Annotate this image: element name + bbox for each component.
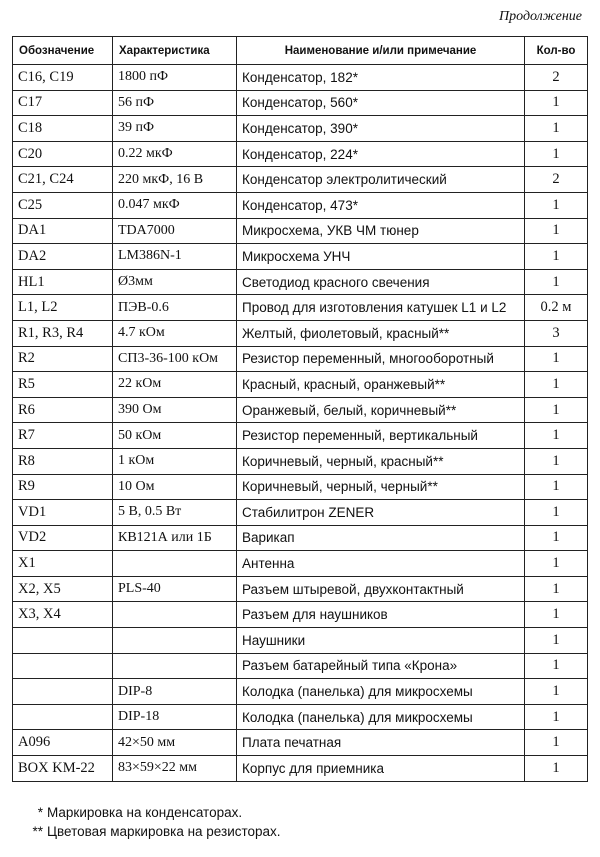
table-row bbox=[13, 116, 588, 142]
cell-quantity: 1 bbox=[525, 756, 588, 782]
cell-quantity: 1 bbox=[525, 192, 588, 218]
cell-characteristic: 83×59×22 мм bbox=[113, 756, 237, 782]
header-row bbox=[13, 37, 588, 65]
cell-designation: R9 bbox=[13, 474, 113, 500]
cell-name: Колодка (панелька) для микросхемы bbox=[237, 679, 525, 705]
table-body bbox=[13, 65, 588, 782]
table-row bbox=[13, 525, 588, 551]
table-row bbox=[13, 90, 588, 116]
cell-characteristic: DIP-8 bbox=[113, 679, 237, 705]
cell-characteristic: PLS-40 bbox=[113, 576, 237, 602]
cell-name: Наушники bbox=[237, 628, 525, 654]
cell-characteristic: 0.047 мкФ bbox=[113, 192, 237, 218]
cell-characteristic: 22 кОм bbox=[113, 372, 237, 398]
cell-designation: C20 bbox=[13, 141, 113, 167]
cell-designation: C17 bbox=[13, 90, 113, 116]
cell-name: Плата печатная bbox=[237, 730, 525, 756]
cell-quantity: 1 bbox=[525, 244, 588, 270]
cell-characteristic bbox=[113, 551, 237, 577]
cell-characteristic bbox=[113, 628, 237, 654]
cell-characteristic: КВ121А или 1Б bbox=[113, 525, 237, 551]
cell-characteristic: СП3-36-100 кОм bbox=[113, 346, 237, 372]
cell-designation: HL1 bbox=[13, 269, 113, 295]
cell-name: Микросхема УНЧ bbox=[237, 244, 525, 270]
cell-quantity: 1 bbox=[525, 269, 588, 295]
footnote bbox=[25, 803, 281, 822]
cell-name: Коричневый, черный, красный** bbox=[237, 448, 525, 474]
table-row bbox=[13, 141, 588, 167]
header-quantity: Кол-во bbox=[525, 37, 588, 65]
cell-characteristic: 0.22 мкФ bbox=[113, 141, 237, 167]
cell-characteristic bbox=[113, 653, 237, 679]
table-row bbox=[13, 602, 588, 628]
cell-name: Конденсатор, 473* bbox=[237, 192, 525, 218]
cell-name: Резистор переменный, многооборотный bbox=[237, 346, 525, 372]
footnote-text: Цветовая маркировка на резисторах. bbox=[47, 824, 281, 839]
cell-characteristic: LM386N-1 bbox=[113, 244, 237, 270]
cell-name: Разъем батарейный типа «Крона» bbox=[237, 653, 525, 679]
table-row bbox=[13, 423, 588, 449]
cell-designation bbox=[13, 704, 113, 730]
cell-characteristic: 50 кОм bbox=[113, 423, 237, 449]
cell-designation: VD2 bbox=[13, 525, 113, 551]
table-row bbox=[13, 346, 588, 372]
header-name: Наименование и/или примечание bbox=[237, 37, 525, 65]
cell-quantity: 1 bbox=[525, 602, 588, 628]
cell-quantity: 1 bbox=[525, 525, 588, 551]
table-row bbox=[13, 551, 588, 577]
cell-quantity: 1 bbox=[525, 423, 588, 449]
cell-designation: R7 bbox=[13, 423, 113, 449]
cell-designation bbox=[13, 653, 113, 679]
table-row bbox=[13, 218, 588, 244]
cell-quantity: 1 bbox=[525, 346, 588, 372]
cell-designation: L1, L2 bbox=[13, 295, 113, 321]
cell-name: Разъем штыревой, двухконтактный bbox=[237, 576, 525, 602]
cell-quantity: 1 bbox=[525, 653, 588, 679]
cell-characteristic: Ø3мм bbox=[113, 269, 237, 295]
table-row bbox=[13, 269, 588, 295]
table-row bbox=[13, 474, 588, 500]
cell-name: Желтый, фиолетовый, красный** bbox=[237, 320, 525, 346]
cell-name: Конденсатор, 224* bbox=[237, 141, 525, 167]
cell-designation: R8 bbox=[13, 448, 113, 474]
cell-name: Конденсатор, 182* bbox=[237, 65, 525, 91]
cell-designation: R1, R3, R4 bbox=[13, 320, 113, 346]
cell-quantity: 1 bbox=[525, 704, 588, 730]
cell-quantity: 3 bbox=[525, 320, 588, 346]
header-characteristic: Характеристика bbox=[113, 37, 237, 65]
table-row bbox=[13, 65, 588, 91]
cell-quantity: 1 bbox=[525, 372, 588, 398]
cell-quantity: 1 bbox=[525, 397, 588, 423]
cell-characteristic: ПЭВ-0.6 bbox=[113, 295, 237, 321]
table-row bbox=[13, 756, 588, 782]
cell-name: Корпус для приемника bbox=[237, 756, 525, 782]
cell-designation: X2, X5 bbox=[13, 576, 113, 602]
table-row bbox=[13, 192, 588, 218]
table-row bbox=[13, 397, 588, 423]
cell-quantity: 1 bbox=[525, 551, 588, 577]
footnote-mark: ** bbox=[32, 824, 43, 839]
cell-characteristic: 1800 пФ bbox=[113, 65, 237, 91]
footnotes bbox=[25, 803, 281, 841]
cell-characteristic: 220 мкФ, 16 В bbox=[113, 167, 237, 193]
header-designation: Обозначение bbox=[13, 37, 113, 65]
cell-designation: DA2 bbox=[13, 244, 113, 270]
cell-quantity: 1 bbox=[525, 730, 588, 756]
cell-designation: DA1 bbox=[13, 218, 113, 244]
cell-quantity: 1 bbox=[525, 90, 588, 116]
cell-name: Конденсатор, 560* bbox=[237, 90, 525, 116]
cell-name: Красный, красный, оранжевый** bbox=[237, 372, 525, 398]
cell-designation: VD1 bbox=[13, 500, 113, 526]
table-row bbox=[13, 730, 588, 756]
cell-name: Стабилитрон ZENER bbox=[237, 500, 525, 526]
table-row bbox=[13, 167, 588, 193]
cell-designation: C18 bbox=[13, 116, 113, 142]
cell-quantity: 1 bbox=[525, 576, 588, 602]
cell-characteristic: 10 Ом bbox=[113, 474, 237, 500]
cell-characteristic: 42×50 мм bbox=[113, 730, 237, 756]
footnote bbox=[25, 822, 281, 841]
cell-name: Конденсатор, 390* bbox=[237, 116, 525, 142]
cell-designation: BOX KM-22 bbox=[13, 756, 113, 782]
table-row bbox=[13, 576, 588, 602]
cell-characteristic: TDA7000 bbox=[113, 218, 237, 244]
cell-name: Антенна bbox=[237, 551, 525, 577]
table-row bbox=[13, 448, 588, 474]
cell-designation: X1 bbox=[13, 551, 113, 577]
table-row bbox=[13, 628, 588, 654]
cell-quantity: 1 bbox=[525, 474, 588, 500]
cell-name: Резистор переменный, вертикальный bbox=[237, 423, 525, 449]
cell-quantity: 2 bbox=[525, 65, 588, 91]
cell-name: Конденсатор электролитический bbox=[237, 167, 525, 193]
cell-quantity: 1 bbox=[525, 116, 588, 142]
cell-characteristic: 39 пФ bbox=[113, 116, 237, 142]
footnote-text: Маркировка на конденсаторах. bbox=[47, 805, 243, 820]
table-row bbox=[13, 679, 588, 705]
cell-characteristic: 390 Ом bbox=[113, 397, 237, 423]
cell-designation: C16, C19 bbox=[13, 65, 113, 91]
cell-quantity: 1 bbox=[525, 628, 588, 654]
cell-quantity: 1 bbox=[525, 448, 588, 474]
cell-characteristic: 4.7 кОм bbox=[113, 320, 237, 346]
cell-name: Колодка (панелька) для микросхемы bbox=[237, 704, 525, 730]
table-row bbox=[13, 500, 588, 526]
cell-name: Светодиод красного свечения bbox=[237, 269, 525, 295]
cell-characteristic bbox=[113, 602, 237, 628]
cell-designation bbox=[13, 679, 113, 705]
cell-characteristic: 5 В, 0.5 Вт bbox=[113, 500, 237, 526]
table-row bbox=[13, 320, 588, 346]
cell-name: Коричневый, черный, черный** bbox=[237, 474, 525, 500]
cell-name: Оранжевый, белый, коричневый** bbox=[237, 397, 525, 423]
cell-name: Разъем для наушников bbox=[237, 602, 525, 628]
table-row bbox=[13, 244, 588, 270]
table-row bbox=[13, 653, 588, 679]
cell-name: Варикап bbox=[237, 525, 525, 551]
parts-table bbox=[12, 36, 588, 782]
cell-designation: R6 bbox=[13, 397, 113, 423]
table-row bbox=[13, 372, 588, 398]
cell-characteristic: 1 кОм bbox=[113, 448, 237, 474]
table-row bbox=[13, 704, 588, 730]
cell-quantity: 0.2 м bbox=[525, 295, 588, 321]
cell-name: Провод для изготовления катушек L1 и L2 bbox=[237, 295, 525, 321]
continuation-label: Продолжение bbox=[499, 9, 582, 24]
cell-quantity: 1 bbox=[525, 679, 588, 705]
cell-designation: C21, C24 bbox=[13, 167, 113, 193]
cell-designation bbox=[13, 628, 113, 654]
cell-designation: R2 bbox=[13, 346, 113, 372]
cell-designation: C25 bbox=[13, 192, 113, 218]
cell-designation: A096 bbox=[13, 730, 113, 756]
cell-characteristic: DIP-18 bbox=[113, 704, 237, 730]
cell-quantity: 2 bbox=[525, 167, 588, 193]
cell-quantity: 1 bbox=[525, 218, 588, 244]
table-row bbox=[13, 295, 588, 321]
footnote-mark: * bbox=[37, 805, 43, 820]
cell-quantity: 1 bbox=[525, 500, 588, 526]
cell-designation: R5 bbox=[13, 372, 113, 398]
cell-name: Микросхема, УКВ ЧМ тюнер bbox=[237, 218, 525, 244]
cell-designation: X3, X4 bbox=[13, 602, 113, 628]
cell-characteristic: 56 пФ bbox=[113, 90, 237, 116]
cell-quantity: 1 bbox=[525, 141, 588, 167]
